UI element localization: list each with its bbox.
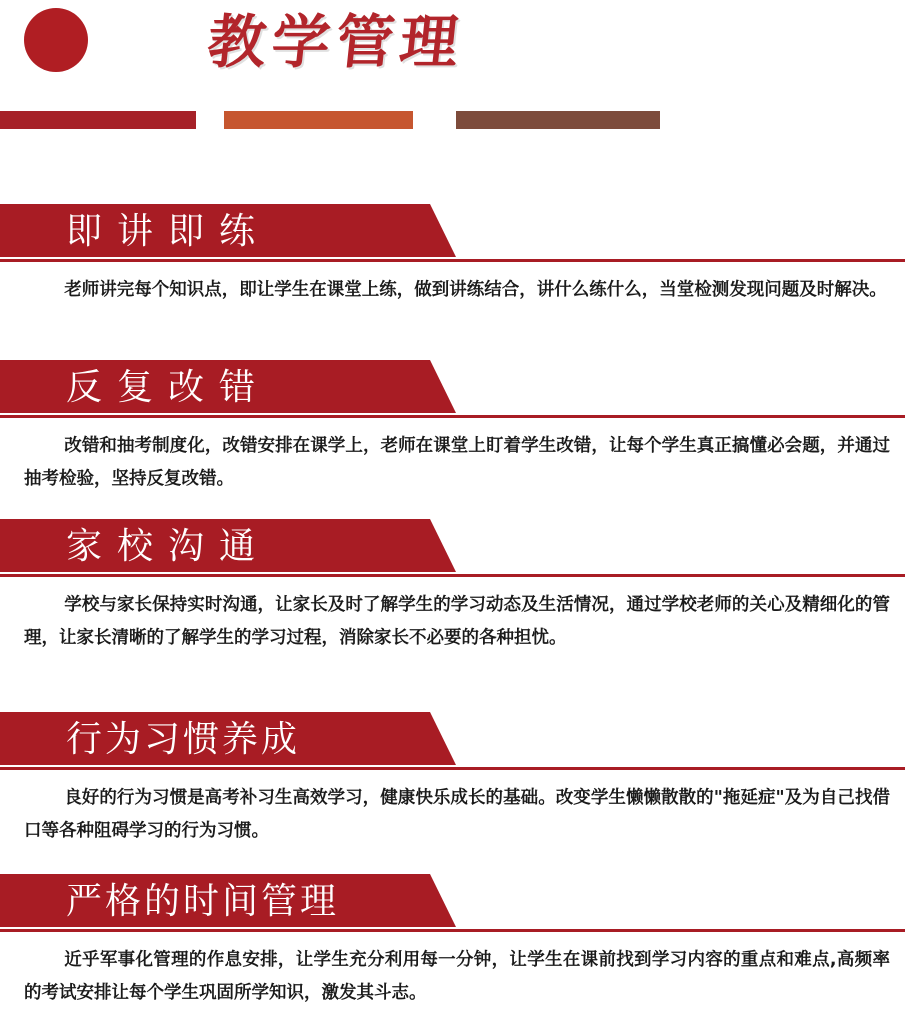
header-circle-decoration [24, 8, 88, 72]
header-bar-2 [224, 111, 413, 129]
section-body: 改错和抽考制度化，改错安排在课学上，老师在课堂上盯着学生改错，让每个学生真正搞懂必会题，并通过抽考检验，坚持反复改错。 [24, 436, 890, 489]
header-bar-3 [456, 111, 660, 129]
section-title: 反复改错 [66, 367, 271, 408]
section-banner [0, 204, 905, 262]
page-title: 教学管理 [204, 8, 468, 76]
section-title: 即讲即练 [66, 211, 271, 252]
section-body: 良好的行为习惯是高考补习生高效学习，健康快乐成长的基础。改变学生懒懒散散的"拖延症"及为自己找借口等各种阻碍学习的行为习惯。 [24, 788, 890, 841]
section-title: 行为习惯养成 [66, 719, 301, 760]
section-banner [0, 519, 905, 577]
section-title: 家校沟通 [66, 526, 271, 567]
section-banner [0, 712, 905, 770]
section-body: 学校与家长保持实时沟通，让家长及时了解学生的学习动态及生活情况，通过学校老师的关心及精细化的管理，让家长清晰的了解学生的学习过程，消除家长不必要的各种担忧。 [24, 595, 890, 648]
page-header [0, 0, 905, 140]
section-banner [0, 360, 905, 418]
section-banner [0, 874, 905, 932]
header-bar-1 [0, 111, 196, 129]
section-body: 近乎军事化管理的作息安排，让学生充分利用每一分钟，让学生在课前找到学习内容的重点和难点,高频率的考试安排让每个学生巩固所学知识，激发其斗志。 [24, 950, 890, 1003]
section-body: 老师讲完每个知识点，即让学生在课堂上练，做到讲练结合，讲什么练什么，当堂检测发现问题及时解决。 [64, 280, 887, 300]
section-title: 严格的时间管理 [66, 881, 340, 922]
